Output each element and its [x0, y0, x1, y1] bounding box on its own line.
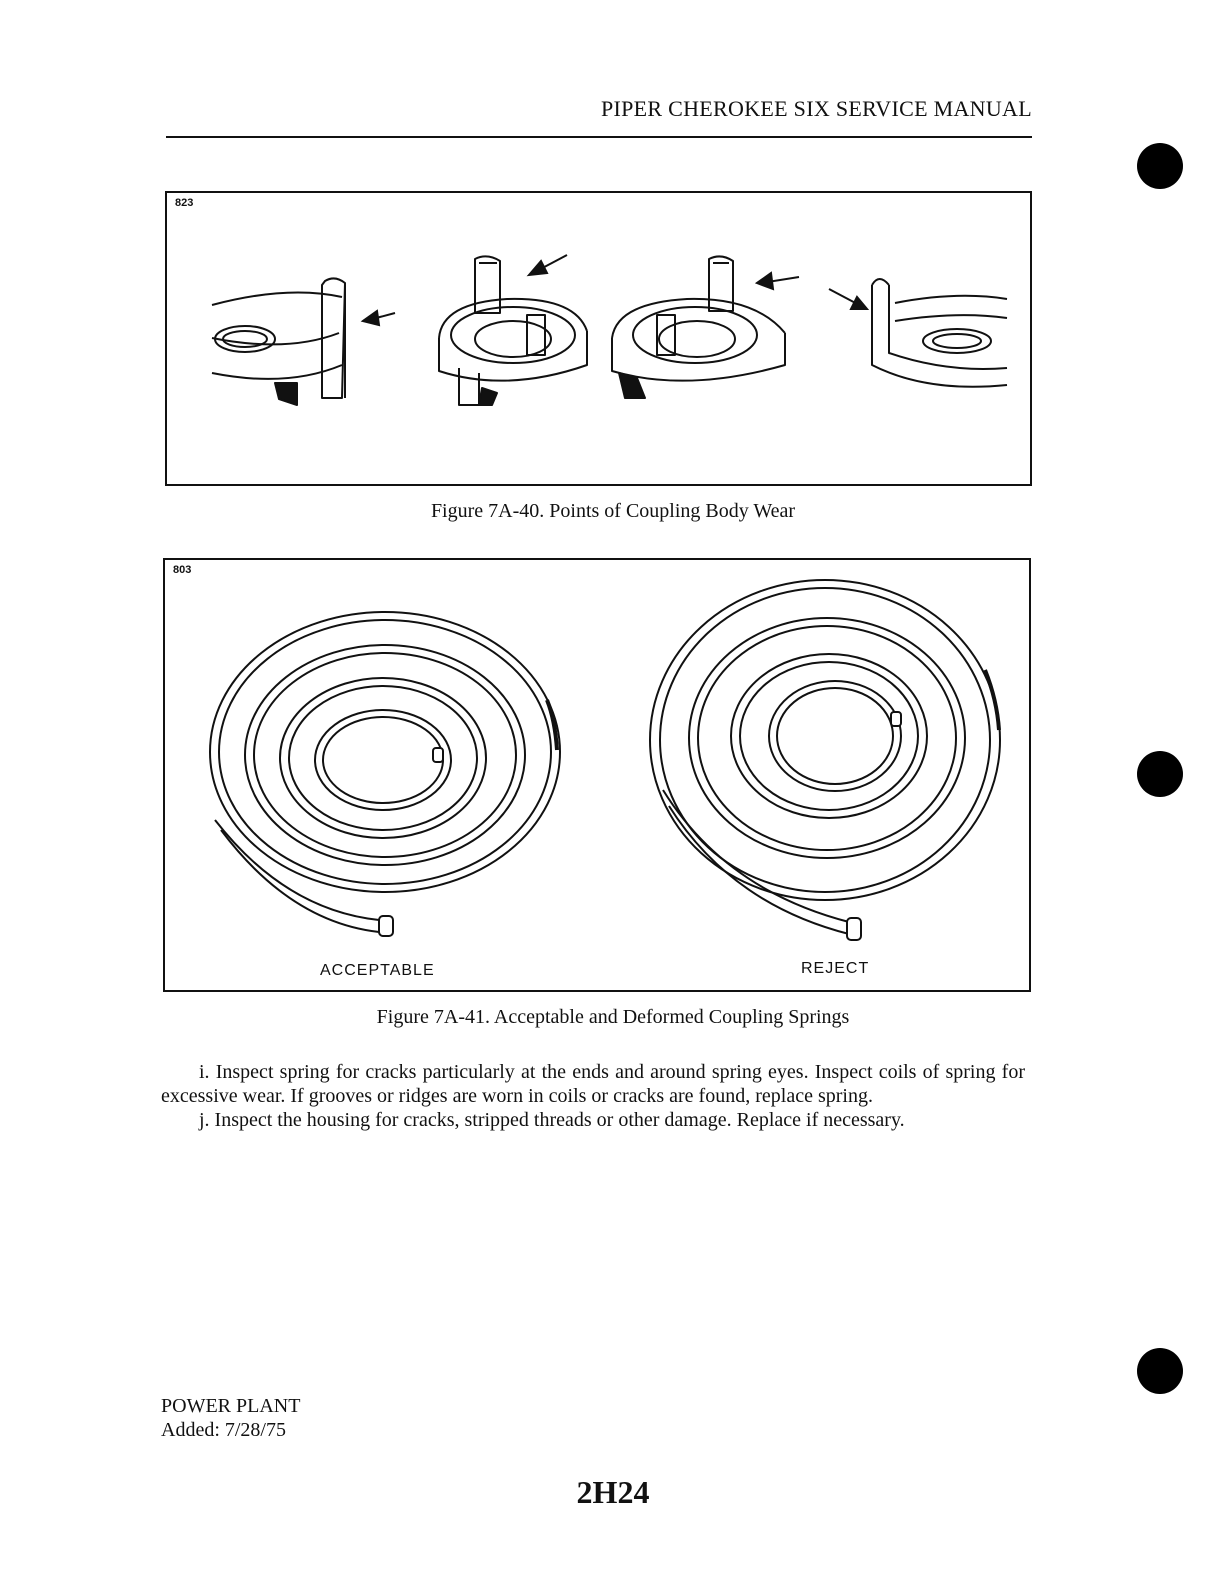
- coupling-springs-illustration: [165, 560, 1029, 990]
- instruction-i: i. Inspect spring for cracks particularly at the ends and around spring eyes. Inspect coils of spring for excessive wear. If grooves or ridges are worn in coils or cracks are found, replace spring.: [161, 1061, 1025, 1107]
- coupling-body-3: [612, 256, 785, 398]
- footer-section-name: POWER PLANT: [161, 1395, 301, 1417]
- wear-arrows: [363, 255, 867, 325]
- figure-coupling-springs: [163, 558, 1031, 992]
- coupling-body-2: [439, 256, 587, 405]
- figure-coupling-body-wear: [165, 191, 1032, 486]
- figure-id: 823: [175, 197, 194, 209]
- figure-caption-7a-40: Figure 7A-40. Points of Coupling Body Wear: [430, 500, 796, 522]
- binder-hole-top: [1137, 143, 1183, 189]
- instruction-j: j. Inspect the housing for cracks, stripped threads or other damage. Replace if necessary.: [199, 1109, 905, 1131]
- inspection-instructions: [161, 1060, 1025, 1132]
- page-number: 2H24: [576, 1474, 650, 1510]
- coupling-bodies-illustration: [167, 193, 1030, 484]
- manual-title: PIPER CHEROKEE SIX SERVICE MANUAL: [600, 96, 1032, 121]
- label-acceptable: ACCEPTABLE: [320, 962, 435, 979]
- figure-caption-7a-41: Figure 7A-41. Acceptable and Deformed Coupling Springs: [376, 1006, 850, 1028]
- footer-info: [161, 1394, 300, 1442]
- binder-hole-bottom: [1137, 1348, 1183, 1394]
- acceptable-spring: [210, 612, 560, 936]
- coupling-body-4: [872, 279, 1007, 387]
- figure-id: 803: [173, 564, 192, 576]
- reject-spring: [650, 580, 1000, 940]
- header-rule: [166, 136, 1032, 138]
- footer-added-date: Added: 7/28/75: [161, 1419, 286, 1441]
- label-reject: REJECT: [801, 960, 870, 977]
- binder-hole-middle: [1137, 751, 1183, 797]
- coupling-body-1: [212, 278, 345, 405]
